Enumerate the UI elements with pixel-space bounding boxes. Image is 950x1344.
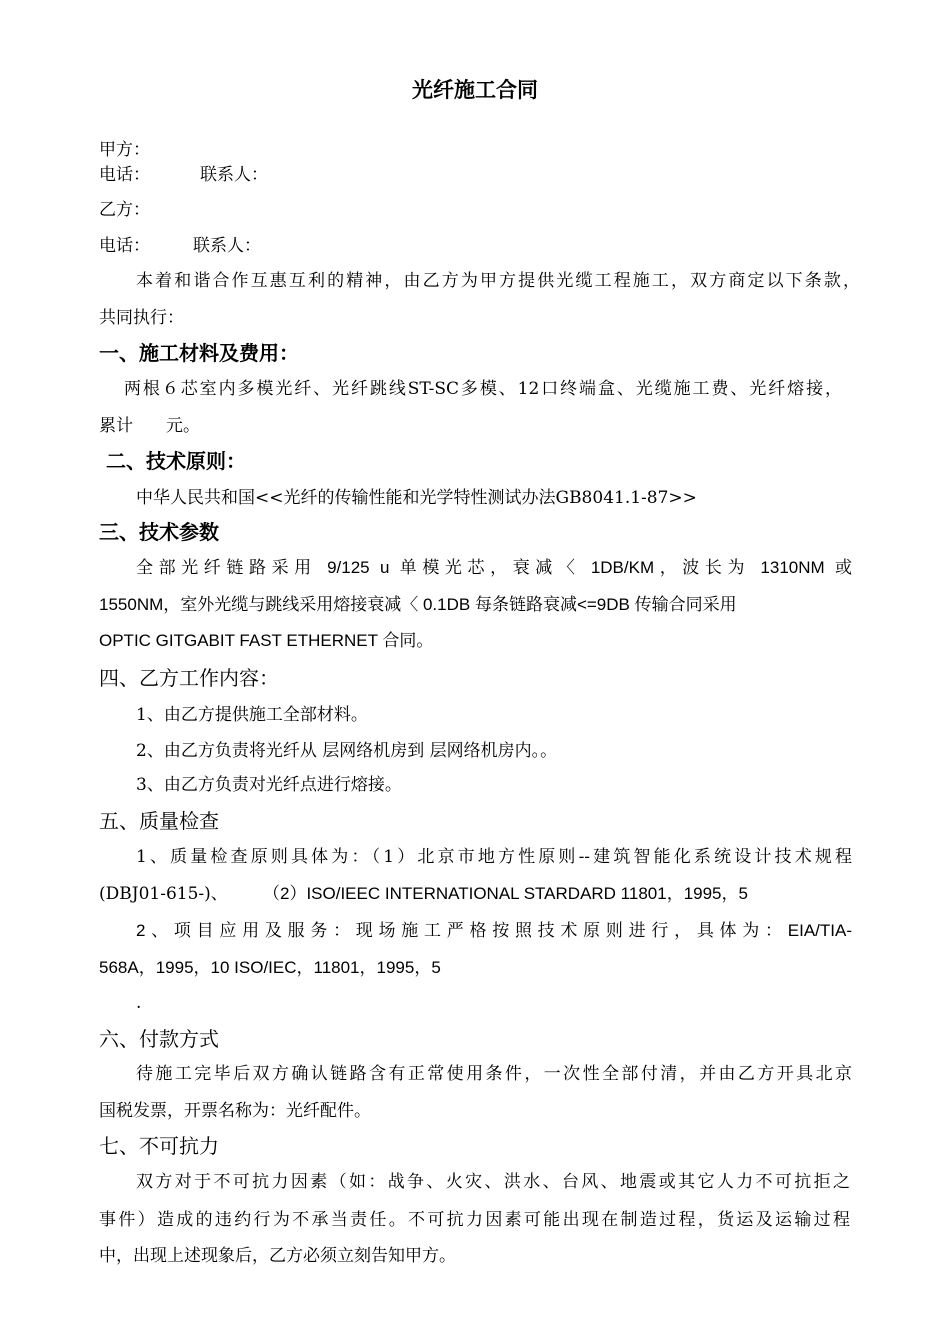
intro-paragraph-line-2: 共同执行： — [99, 308, 184, 328]
section-3-line-3: OPTIC GITGABIT FAST ETHERNET 合同。 — [99, 631, 434, 650]
section-5-line-2-standard: （2）ISO/IEEC INTERNATIONAL STARDARD 11801，1995，5 — [263, 884, 748, 903]
section-6-line-2: 国税发票，开票名称为：光纤配件。 — [99, 1101, 371, 1121]
section-7-line-2: 事件）造成的违约行为不承当责任。不可抗力因素可能出现在制造过程，货运及运输过程 — [99, 1210, 850, 1230]
intro-paragraph-line-1: 本着和谐合作互惠互利的精神，由乙方为甲方提供光缆工程施工，双方商定以下条款， — [136, 271, 860, 291]
section-5-line-3: 2、项目应用及服务：现场施工严格按照技术原则进行，具体为：EIA/TIA- — [136, 921, 852, 940]
section-5-heading: 五、质量检查 — [99, 809, 219, 833]
party-b-label: 乙方： — [99, 200, 150, 220]
section-5-line-4: 568A，1995，10 ISO/IEC，11801，1995，5 — [99, 958, 441, 977]
section-3-line-1: 全部光纤链路采用 9/125 u 单模光芯，衰减〈 1DB/KM，波长为 1310NM 或 — [136, 558, 852, 577]
party-a-label: 甲方： — [99, 140, 150, 160]
section-4-item-1: 1、由乙方提供施工全部材料。 — [136, 705, 368, 725]
section-5-dot: . — [136, 993, 142, 1013]
section-1-line-1: 两根６芯室内多模光纤、光纤跳线ST-SC多模、12口终端盒、光缆施工费、光纤熔接， — [124, 379, 842, 399]
section-4-item-3: 3、由乙方负责对光纤点进行熔接。 — [136, 775, 402, 795]
party-b-phone-label: 电话： — [99, 236, 150, 256]
party-b-contact-label: 联系人： — [193, 236, 261, 256]
section-1-line-2-unit: 元。 — [166, 416, 200, 436]
section-7-line-3: 中，出现上述现象后，乙方必须立刻告知甲方。 — [99, 1246, 456, 1266]
section-5-line-1: 1、质量检查原则具体为：（1）北京市地方性原则--建筑智能化系统设计技术规程 — [136, 847, 852, 867]
section-1-line-2-label: 累计 — [99, 416, 133, 436]
section-1-heading: 一、施工材料及费用： — [99, 341, 299, 365]
section-4-heading: 四、乙方工作内容： — [99, 666, 279, 690]
section-7-line-1: 双方对于不可抗力因素（如：战争、火灾、洪水、台风、地震或其它人力不可抗拒之 — [136, 1172, 850, 1192]
section-5-line-2-code: (DBJ01-615-)、 — [99, 884, 228, 904]
section-2-heading: 二、技术原则： — [106, 449, 246, 473]
section-7-heading: 七、不可抗力 — [99, 1134, 219, 1158]
section-6-line-1: 待施工完毕后双方确认链路含有正常使用条件，一次性全部付清，并由乙方开具北京 — [136, 1064, 852, 1084]
section-6-heading: 六、付款方式 — [99, 1027, 219, 1051]
party-a-contact-label: 联系人： — [200, 165, 268, 185]
section-2-line-1: 中华人民共和国<<光纤的传输性能和光学特性测试办法GB8041.1-87>> — [136, 488, 697, 508]
document-title: 光纤施工合同 — [412, 78, 538, 102]
party-a-phone-label: 电话： — [99, 165, 150, 185]
section-3-line-2: 1550NM，室外光缆与跳线采用熔接衰减〈 0.1DB 每条链路衰减<=9DB 传输合同采用 — [99, 595, 737, 614]
section-4-item-2: 2、由乙方负责将光纤从 层网络机房到 层网络机房内。。 — [136, 741, 558, 761]
section-3-heading: 三、技术参数 — [99, 520, 219, 544]
